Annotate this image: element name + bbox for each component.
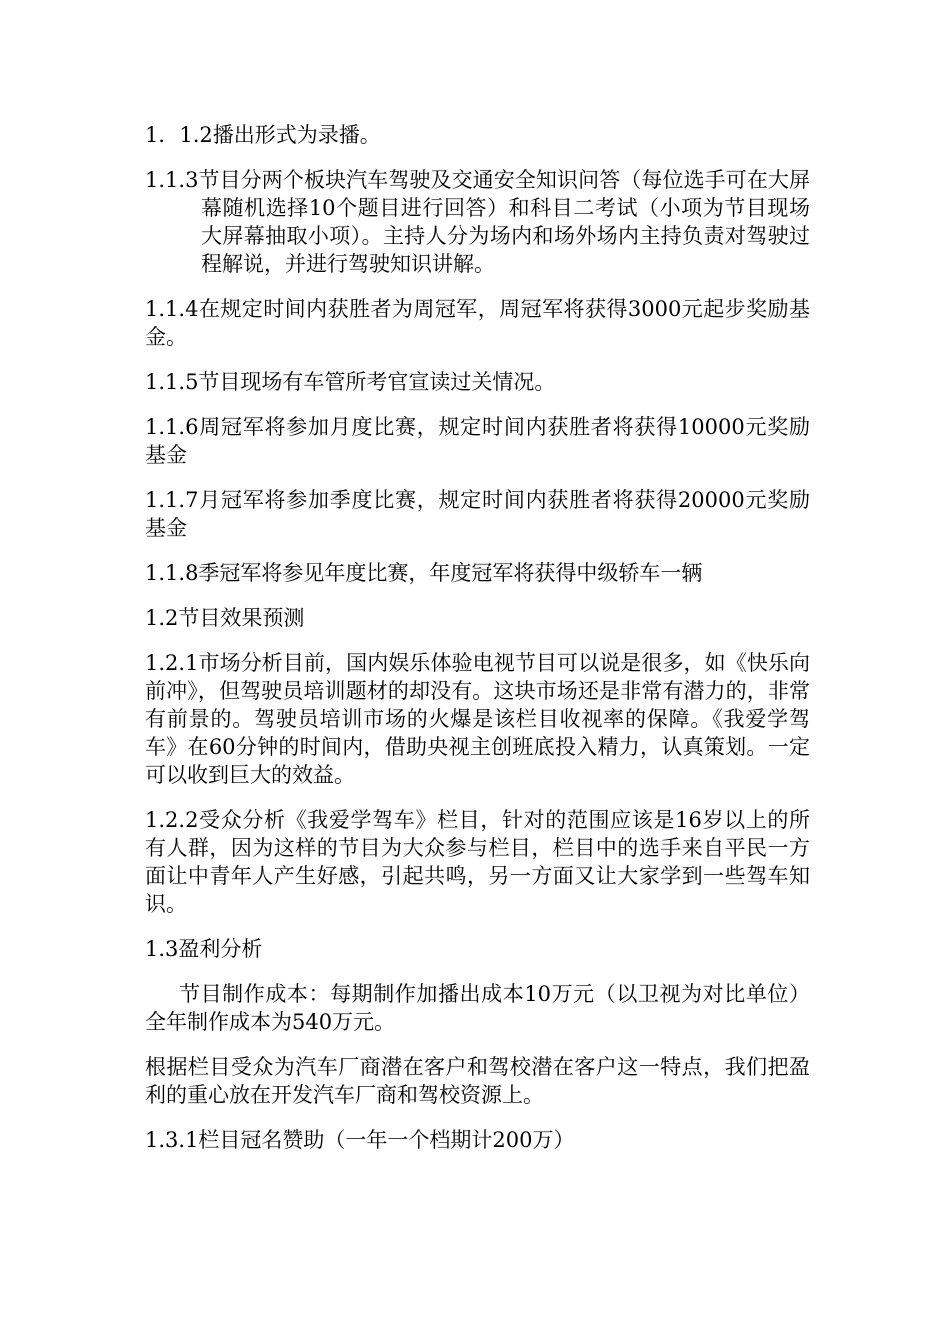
- paragraph-1-2-1: 1.2.1市场分析目前，国内娱乐体验电视节目可以说是很多，如《快乐向前冲》，但驾驶员培训题材的却没有。这块市场还是非常有潜力的，非常有前景的。驾驶员培训市场的火爆是该栏目收视率的保障。《我爱学驾车》在60分钟的时间内，借助央视主创班底投入精力，认真策划。一定可以收到巨大的效益。: [145, 651, 810, 787]
- paragraph-1-1-2: 1．1.2播出形式为录播。: [145, 123, 381, 147]
- paragraph-1-1-7: 1.1.7月冠军将参加季度比赛，规定时间内获胜者将获得20000元奖励基金: [145, 488, 810, 540]
- paragraph-1-1-8: 1.1.8季冠军将参见年度比赛，年度冠军将获得中级轿车一辆: [145, 561, 703, 585]
- document-body: [145, 121, 810, 1171]
- paragraph-production-cost: 节目制作成本：每期制作加播出成本10万元（以卫视为对比单位）全年制作成本为540万元。: [145, 982, 810, 1034]
- paragraph-1-1-6: 1.1.6周冠军将参加月度比赛，规定时间内获胜者将获得10000元奖励基金: [145, 415, 810, 467]
- paragraph-1-2-2: 1.2.2受众分析《我爱学驾车》栏目，针对的范围应该是16岁以上的所有人群，因为这样的节目为大众参与栏目，栏目中的选手来自平民一方面让中青年人产生好感，引起共鸣，另一方面又让大家学到一些驾车知识。: [145, 808, 810, 916]
- paragraph-1-1-4: 1.1.4在规定时间内获胜者为周冠军，周冠军将获得3000元起步奖励基金。: [145, 297, 810, 349]
- heading-1-3: 1.3盈利分析: [145, 937, 263, 961]
- paragraph-1-1-3: 1.1.3节目分两个板块汽车驾驶及交通安全知识问答（每位选手可在大屏幕随机选择10个题目进行回答）和科目二考试（小项为节目现场大屏幕抽取小项）。主持人分为场内和场外场内主持负责对驾驶过程解说，并进行驾驶知识讲解。: [145, 168, 810, 276]
- heading-1-2: 1.2节目效果预测: [145, 606, 305, 630]
- paragraph-1-3-1: 1.3.1栏目冠名赞助（一年一个档期计200万）: [145, 1128, 575, 1152]
- paragraph-1-1-5: 1.1.5节目现场有车管所考官宣读过关情况。: [145, 370, 556, 394]
- paragraph-profit-focus: 根据栏目受众为汽车厂商潜在客户和驾校潜在客户这一特点，我们把盈利的重心放在开发汽车厂商和驾校资源上。: [145, 1055, 810, 1107]
